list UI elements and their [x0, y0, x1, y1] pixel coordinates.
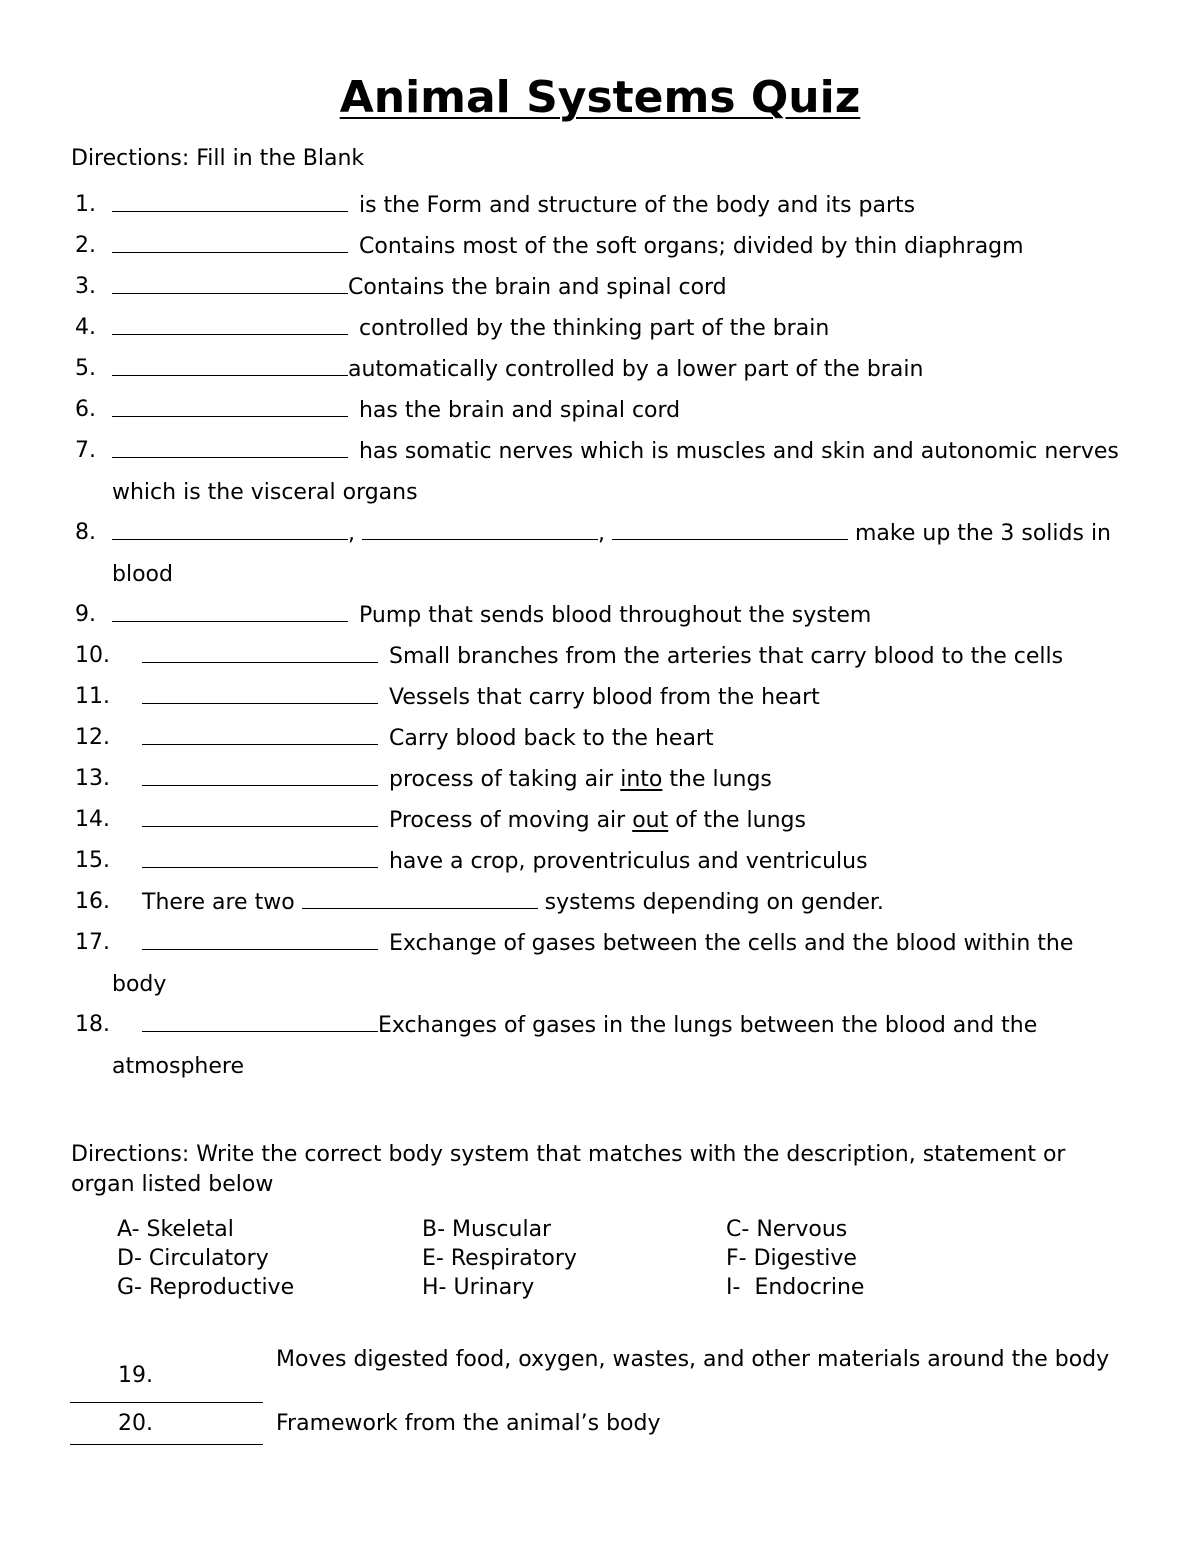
emphasis-word: out [632, 808, 669, 833]
question-text: Exchange of gases between the cells and the blood within the body [112, 931, 1074, 997]
question-number: 19. [118, 1363, 153, 1388]
answer-blank[interactable] [142, 1011, 378, 1032]
question-text: Small branches from the arteries that carry blood to the cells [382, 644, 1064, 669]
question-text: is the Form and structure of the body and its parts [352, 193, 916, 218]
option-letter: I- [726, 1275, 741, 1300]
option-letter: B- [422, 1217, 446, 1242]
answer-blank[interactable] [362, 519, 598, 540]
question-text: the lungs [662, 767, 772, 792]
answer-blank[interactable] [142, 929, 378, 950]
question-number: 7. [75, 438, 96, 463]
answer-blank[interactable] [112, 355, 348, 376]
directions-fill-in: Directions: Fill in the Blank [71, 146, 365, 171]
option-name: Respiratory [450, 1246, 577, 1271]
question-text: There are two [142, 890, 302, 915]
question-text: process of taking air [382, 767, 621, 792]
question-text: Contains the brain and spinal cord [348, 275, 727, 300]
answer-blank[interactable] [112, 601, 348, 622]
answer-blank[interactable] [112, 314, 348, 335]
question-number: 5. [75, 356, 96, 381]
answer-blank[interactable] [70, 1444, 263, 1445]
question-18 [0, 1009, 1200, 1091]
question-number: 12. [75, 725, 110, 750]
directions-matching: Directions: Write the correct body system that matches with the description, statement or organ listed below [71, 1142, 1066, 1197]
option-e [422, 1244, 577, 1273]
option-letter: G- [117, 1275, 142, 1300]
answer-blank[interactable] [142, 683, 378, 704]
answer-blank[interactable] [112, 191, 348, 212]
question-5 [0, 353, 1200, 394]
option-letter: E- [422, 1246, 444, 1271]
question-11 [0, 681, 1200, 722]
question-number: 8. [75, 520, 96, 545]
question-number: 15. [75, 848, 110, 873]
question-15 [0, 845, 1200, 886]
option-b [422, 1215, 551, 1244]
question-text: controlled by the thinking part of the brain [352, 316, 830, 341]
option-letter: A- [117, 1217, 140, 1242]
answer-blank[interactable] [142, 642, 378, 663]
question-17 [0, 927, 1200, 1009]
option-name: Muscular [452, 1217, 552, 1242]
option-name: Skeletal [146, 1217, 234, 1242]
question-8 [0, 517, 1200, 599]
question-text: automatically controlled by a lower part of the brain [348, 357, 924, 382]
question-14 [0, 804, 1200, 845]
question-number: 3. [75, 274, 96, 299]
question-text: has the brain and spinal cord [352, 398, 681, 423]
question-text: Process of moving air [382, 808, 633, 833]
answer-blank[interactable] [70, 1402, 263, 1403]
question-text: has somatic nerves which is muscles and skin and autonomic nerves which is the visceral organs [112, 439, 1119, 505]
question-text: Contains most of the soft organs; divided by thin diaphragm [352, 234, 1024, 259]
question-number: 18. [75, 1012, 110, 1037]
question-number: 1. [75, 192, 96, 217]
question-text: have a crop, proventriculus and ventriculus [382, 849, 868, 874]
question-4 [0, 312, 1200, 353]
option-name: Circulatory [148, 1246, 269, 1271]
option-letter: H- [422, 1275, 447, 1300]
question-text: Framework from the animal’s body [276, 1411, 661, 1436]
question-text: Moves digested food, oxygen, wastes, and other materials around the body [276, 1347, 1110, 1372]
option-letter: D- [117, 1246, 142, 1271]
question-2 [0, 230, 1200, 271]
question-text: Pump that sends blood throughout the system [352, 603, 872, 628]
answer-blank[interactable] [612, 519, 848, 540]
option-letter: C- [726, 1217, 750, 1242]
separator: , [348, 521, 362, 546]
question-12 [0, 722, 1200, 763]
answer-blank[interactable] [142, 724, 378, 745]
emphasis-word: into [620, 767, 663, 792]
answer-blank[interactable] [142, 765, 378, 786]
answer-blank[interactable] [142, 806, 378, 827]
option-name: Urinary [453, 1275, 535, 1300]
question-number: 10. [75, 643, 110, 668]
question-number: 6. [75, 397, 96, 422]
question-19 [70, 1346, 1130, 1404]
option-c [726, 1215, 847, 1244]
question-number: 14. [75, 807, 110, 832]
question-20 [70, 1410, 1130, 1446]
option-f [726, 1244, 857, 1273]
question-number: 17. [75, 930, 110, 955]
option-a [117, 1215, 234, 1244]
question-1 [0, 189, 1200, 230]
question-number: 16. [75, 889, 110, 914]
question-6 [0, 394, 1200, 435]
option-name: Reproductive [149, 1275, 295, 1300]
question-number: 9. [75, 602, 96, 627]
question-text: systems depending on gender. [537, 890, 884, 915]
question-3 [0, 271, 1200, 312]
answer-blank[interactable] [112, 396, 348, 417]
question-9 [0, 599, 1200, 640]
answer-blank[interactable] [112, 519, 348, 540]
option-d [117, 1244, 269, 1273]
answer-blank[interactable] [302, 888, 538, 909]
question-text: make up the 3 solids in blood [112, 521, 1112, 587]
option-name: Endocrine [754, 1275, 865, 1300]
question-10 [0, 640, 1200, 681]
quiz-title: Animal Systems Quiz [339, 72, 861, 123]
question-text: of the lungs [668, 808, 806, 833]
question-text: Carry blood back to the heart [382, 726, 714, 751]
question-number: 2. [75, 233, 96, 258]
question-number: 13. [75, 766, 110, 791]
question-number: 4. [75, 315, 96, 340]
question-16 [0, 886, 1200, 927]
option-name: Digestive [753, 1246, 857, 1271]
question-13 [0, 763, 1200, 804]
answer-blank[interactable] [112, 273, 348, 294]
question-number: 11. [75, 684, 110, 709]
option-h [422, 1273, 534, 1302]
option-letter: F- [726, 1246, 747, 1271]
answer-blank[interactable] [112, 232, 348, 253]
question-text: Vessels that carry blood from the heart [382, 685, 820, 710]
fill-in-question-list [0, 189, 1200, 1091]
option-name: Nervous [756, 1217, 848, 1242]
option-i [726, 1273, 864, 1302]
answer-blank[interactable] [142, 847, 378, 868]
separator: , [598, 521, 612, 546]
question-7 [0, 435, 1200, 517]
option-g [117, 1273, 294, 1302]
question-number: 20. [118, 1411, 153, 1436]
question-text: Exchanges of gases in the lungs between the blood and the atmosphere [112, 1013, 1038, 1079]
answer-blank[interactable] [112, 437, 348, 458]
